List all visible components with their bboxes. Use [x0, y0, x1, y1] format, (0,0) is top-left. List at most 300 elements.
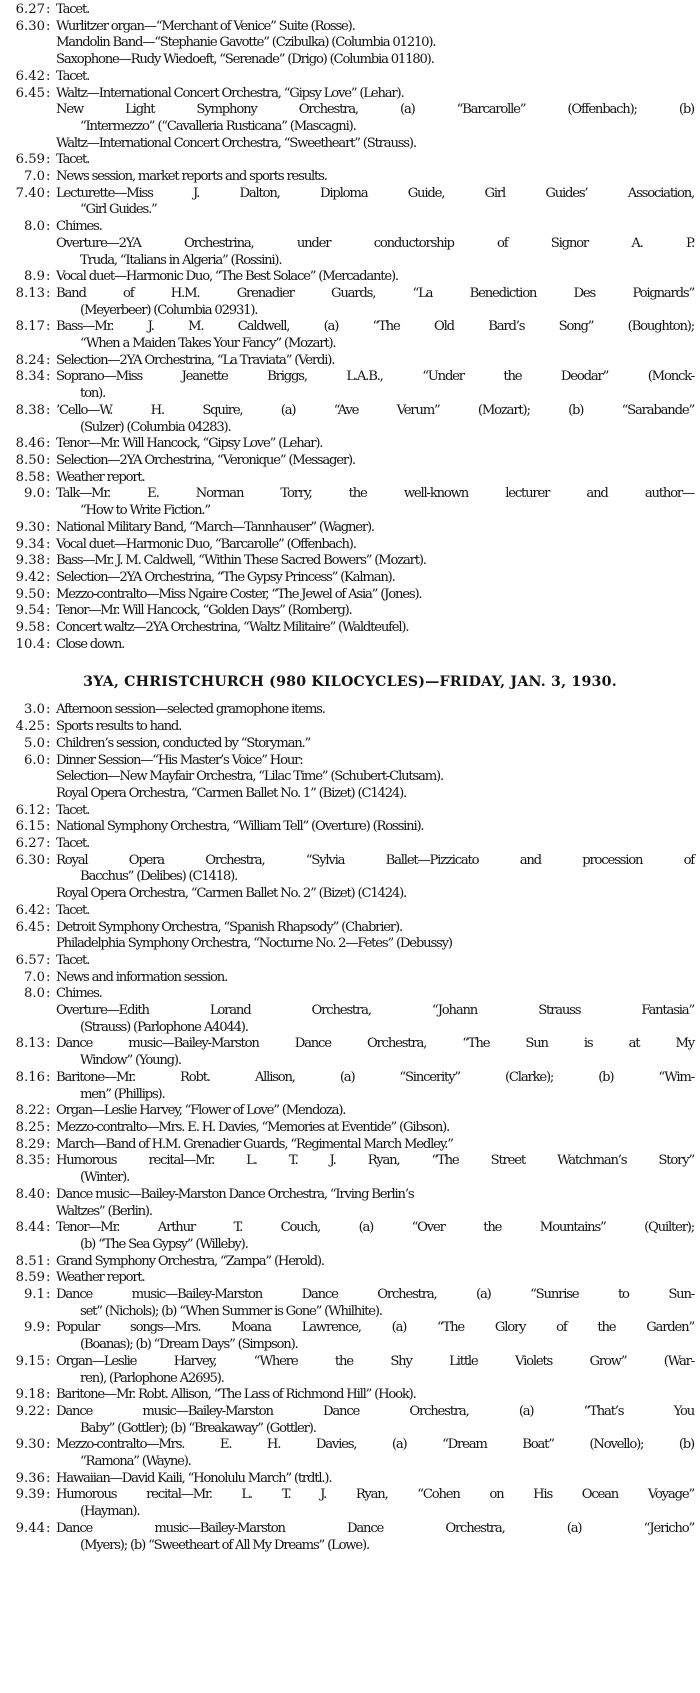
time-separator: : [46, 18, 51, 34]
entry-line: “Intermezzo” (“Cavalleria Rusticana” (Mascagni). [80, 118, 356, 134]
programme-entry [0, 1070, 700, 1103]
entry-time: 8.0 [24, 986, 45, 1002]
entry-line: Chimes. [56, 219, 102, 235]
programme-entry [0, 436, 700, 453]
entry-line: Talk—Mr. E. Norman Torry, the well-known lecturer and author— [56, 486, 694, 502]
entry-line: Bass—Mr. J. M. Caldwell, “Within These Sacred Bowers” (Mozart). [56, 553, 426, 569]
time-separator: : [46, 919, 51, 935]
entry-line: Tenor—Mr. Will Hancock, “Gipsy Love” (Lehar). [56, 436, 323, 452]
programme-entry [0, 953, 700, 970]
entry-text [56, 1437, 694, 1470]
entry-time: 9.9 [24, 1320, 45, 1336]
programme-entry [0, 1036, 700, 1069]
programme-entry [0, 520, 700, 537]
programme-entry [0, 819, 700, 836]
entry-text [56, 353, 694, 370]
entry-time: 8.0 [24, 219, 45, 235]
entry-line: Tacet. [56, 902, 90, 918]
entry-time: 9.0 [24, 486, 45, 502]
entry-text [56, 453, 694, 470]
entry-line: News and information session. [56, 969, 228, 985]
entry-time: 9.58 [15, 620, 45, 636]
entry-text [56, 953, 694, 970]
entry-time: 8.16 [15, 1069, 45, 1085]
entry-line: Mezzo-contralto—Mrs. E. H. Davies, “Memories at Eventide” (Gibson). [56, 1120, 450, 1135]
entry-line: Window” (Young). [80, 1053, 181, 1069]
programme-entry [0, 1153, 700, 1186]
time-separator: : [46, 1487, 51, 1503]
programme-entry [0, 836, 700, 853]
entry-time: 8.24 [15, 352, 45, 368]
entry-line: Humorous recital—Mr. L. T. J. Ryan, “The Street Watchman’s Story” [56, 1153, 694, 1169]
entry-time: 9.15 [15, 1353, 45, 1369]
entry-time: 9.34 [15, 536, 45, 552]
entry-time: 8.59 [15, 1270, 45, 1286]
entry-line: Tenor—Mr. Will Hancock, “Golden Days” (Romberg). [56, 603, 352, 619]
time-separator: : [46, 569, 51, 585]
time-separator: : [46, 402, 51, 418]
entry-text [56, 2, 694, 19]
programme-entry [0, 369, 700, 402]
entry-text [56, 1354, 694, 1387]
entry-time: 9.36 [15, 1470, 45, 1486]
entry-text [56, 1220, 694, 1253]
entry-time: 6.12 [15, 802, 45, 818]
programme-entry [0, 1354, 700, 1387]
programme-entry [0, 1120, 700, 1137]
schedule-3ya-christchurch [0, 673, 700, 1554]
entry-text [56, 537, 694, 554]
programme-entry [0, 853, 700, 903]
entry-text [56, 1487, 694, 1520]
entry-time: 4.25 [15, 719, 45, 735]
entry-text [56, 1036, 694, 1069]
entry-line: Dance music—Bailey-Marston Dance Orchestra, “The Sun is at My [56, 1036, 694, 1052]
time-separator: : [46, 269, 51, 285]
time-separator: : [46, 1103, 51, 1119]
programme-entry [0, 319, 700, 352]
entry-line: Chimes. [56, 986, 102, 1002]
entry-line: ren), (Parlophone A2695). [80, 1370, 224, 1386]
entry-text [56, 1103, 694, 1120]
entry-time: 9.22 [15, 1403, 45, 1419]
time-separator: : [46, 1186, 51, 1202]
entry-line: Tacet. [56, 2, 90, 17]
time-separator: : [46, 702, 51, 718]
programme-entry [0, 286, 700, 319]
time-separator: : [46, 319, 51, 335]
programme-entry [0, 986, 700, 1036]
entry-text [56, 970, 694, 987]
entry-line: Overture—2YA Orchestrina, under conductorship of Signor A. P. [56, 235, 694, 251]
entry-line: Truda, “Italians in Algeria” (Rossini). [80, 252, 282, 268]
entry-line: Organ—Leslie Harvey, “Where the Shy Little Violets Grow” (War- [56, 1353, 694, 1369]
entry-line: Dance music—Bailey-Marston Dance Orchestra, (a) “That’s You [56, 1403, 694, 1419]
programme-entry [0, 86, 700, 153]
entry-text [56, 570, 694, 587]
programme-entry [0, 69, 700, 86]
entry-time: 6.57 [15, 952, 45, 968]
entry-line: Royal Opera Orchestra, “Sylvia Ballet—Pizzicato and procession of [56, 852, 694, 868]
time-separator: : [46, 452, 51, 468]
time-separator: : [46, 152, 51, 168]
entry-text [56, 853, 694, 903]
time-separator: : [46, 352, 51, 368]
entry-line: Mezzo-contralto—Miss Ngaire Coster, “The Jewel of Asia” (Jones). [56, 586, 422, 602]
entry-text [56, 603, 694, 620]
programme-entry [0, 1521, 700, 1554]
entry-text [56, 803, 694, 820]
entry-time: 8.44 [15, 1220, 45, 1236]
entry-text [56, 903, 694, 920]
programme-entry [0, 903, 700, 920]
entry-time: 8.51 [15, 1253, 45, 1269]
entry-text [56, 1070, 694, 1103]
time-separator: : [46, 519, 51, 535]
time-separator: : [46, 1520, 51, 1536]
entry-text [56, 403, 694, 436]
programme-entry [0, 2, 700, 19]
entry-text [56, 736, 694, 753]
time-separator: : [46, 986, 51, 1002]
entry-line: Lecturette—Miss J. Dalton, Diploma Guide, Girl Guides’ Association, [56, 185, 694, 201]
time-separator: : [46, 68, 51, 84]
entry-time: 6.27 [15, 2, 45, 17]
entry-text [56, 1521, 694, 1554]
entry-line: Weather report. [56, 1270, 145, 1286]
time-separator: : [46, 1220, 51, 1236]
time-separator: : [46, 1253, 51, 1269]
entry-text [56, 920, 694, 953]
entry-text [56, 369, 694, 402]
programme-entry [0, 19, 700, 69]
entry-time: 8.50 [15, 452, 45, 468]
entry-line: (Strauss) (Parlophone A4044). [80, 1019, 248, 1035]
entry-text [56, 436, 694, 453]
time-separator: : [46, 1403, 51, 1419]
entry-time: 9.38 [15, 553, 45, 569]
entry-line: Tacet. [56, 952, 90, 968]
time-separator: : [46, 1069, 51, 1085]
programme-entry [0, 753, 700, 803]
entry-time: 6.45 [15, 85, 45, 101]
entry-line: Hawaiian—David Kaili, “Honolulu March” (trdtl.). [56, 1470, 332, 1486]
time-separator: : [46, 852, 51, 868]
entry-time: 8.25 [15, 1120, 45, 1135]
programme-entry [0, 553, 700, 570]
entry-time: 9.30 [15, 1437, 45, 1453]
entry-time: 7.0 [24, 969, 45, 985]
entry-line: Selection—New Mayfair Orchestra, “Lilac Time” (Schubert-Clutsam). [56, 769, 443, 785]
time-separator: : [46, 185, 51, 201]
programme-entry [0, 637, 700, 654]
time-separator: : [46, 1470, 51, 1486]
entry-line: “Girl Guides.” [80, 202, 157, 218]
time-separator: : [46, 1153, 51, 1169]
entry-line: Concert waltz—2YA Orchestrina, “Waltz Militaire” (Waldteufel). [56, 620, 409, 636]
entry-line: Band of H.M. Grenadier Guards, “La Benediction Des Poignards” [56, 285, 694, 301]
entry-text [56, 637, 694, 654]
entry-text [56, 1187, 694, 1220]
time-separator: : [46, 285, 51, 301]
entry-time: 9.42 [15, 569, 45, 585]
entry-line: Selection—2YA Orchestrina, “The Gypsy Princess” (Kalman). [56, 569, 395, 585]
schedule-2ya-continued [0, 2, 700, 653]
time-separator: : [46, 719, 51, 735]
entry-line: (Hayman). [80, 1504, 140, 1520]
time-separator: : [46, 636, 51, 652]
entry-text [56, 1153, 694, 1186]
time-separator: : [46, 1136, 51, 1152]
programme-entry [0, 970, 700, 987]
time-separator: : [46, 369, 51, 385]
entry-time: 6.45 [15, 919, 45, 935]
programme-entry [0, 587, 700, 604]
entry-time: 9.39 [15, 1487, 45, 1503]
entry-line: Detroit Symphony Orchestra, “Spanish Rhapsody” (Chabrier). [56, 919, 402, 935]
entry-time: 8.40 [15, 1186, 45, 1202]
entry-line: Tacet. [56, 802, 90, 818]
entry-line: Baritone—Mr. Robt. Allison, “The Lass of Richmond Hill” (Hook). [56, 1387, 416, 1403]
entry-line: Tenor—Mr. Arthur T. Couch, (a) “Over the Mountains” (Quilter); [56, 1220, 694, 1236]
programme-entry [0, 620, 700, 637]
entry-time: 9.44 [15, 1520, 45, 1536]
station-heading: 3YA, CHRISTCHURCH (980 KILOCYCLES)—FRIDAY, JAN. 3, 1930. [83, 674, 617, 691]
programme-entry [0, 1220, 700, 1253]
entry-text [56, 719, 694, 736]
programme-entry [0, 1320, 700, 1353]
entry-time: 8.29 [15, 1136, 45, 1152]
entry-text [56, 269, 694, 286]
programme-entry [0, 1254, 700, 1271]
time-separator: : [46, 620, 51, 636]
entry-line: ton). [80, 386, 106, 402]
entry-text [56, 1137, 694, 1154]
entry-line: Mandolin Band—“Stephanie Gavotte” (Czibulka) (Columbia 01210). [56, 35, 436, 51]
time-separator: : [46, 1353, 51, 1369]
entry-text [56, 1254, 694, 1271]
entry-line: Waltz—International Concert Orchestra, “Sweetheart” (Strauss). [56, 135, 416, 151]
entry-time: 9.30 [15, 519, 45, 535]
entry-line: Bacchus” (Delibes) (C1418). [80, 869, 238, 885]
time-separator: : [46, 836, 51, 852]
entry-text [56, 69, 694, 86]
programme-entry [0, 403, 700, 436]
time-separator: : [46, 169, 51, 185]
entry-line: (Sulzer) (Columbia 04283). [80, 419, 231, 435]
entry-time: 8.34 [15, 369, 45, 385]
entry-line: News session, market reports and sports results. [56, 169, 327, 185]
entry-line: Sports results to hand. [56, 719, 182, 735]
entry-time: 3.0 [24, 702, 45, 718]
programme-entry [0, 1471, 700, 1488]
time-separator: : [46, 603, 51, 619]
entry-line: Tacet. [56, 68, 90, 84]
time-separator: : [46, 586, 51, 602]
entry-text [56, 702, 694, 719]
entry-line: Children’s session, conducted by “Storyman.” [56, 735, 311, 751]
programme-entry [0, 1487, 700, 1520]
entry-text [56, 520, 694, 537]
entry-time: 6.30 [15, 852, 45, 868]
entry-text [56, 836, 694, 853]
entry-line: (Myers); (b) “Sweetheart of All My Dreams” (Lowe). [80, 1537, 369, 1553]
entry-time: 10.4 [15, 636, 45, 652]
entry-line: Soprano—Miss Jeanette Briggs, L.A.B., “Under the Deodar” (Monck- [56, 369, 694, 385]
entry-line: Weather report. [56, 469, 145, 485]
programme-entry [0, 1287, 700, 1320]
entry-line: Selection—2YA Orchestrina, “Veronique” (Messager). [56, 452, 355, 468]
time-separator: : [46, 1387, 51, 1403]
time-separator: : [46, 219, 51, 235]
entry-text [56, 219, 694, 269]
entry-time: 9.1 [24, 1287, 45, 1303]
time-separator: : [46, 436, 51, 452]
entry-line: Royal Opera Orchestra, “Carmen Ballet No. 1” (Bizet) (C1424). [56, 785, 407, 801]
entry-line: Bass—Mr. J. M. Caldwell, (a) “The Old Bard’s Song” (Boughton); [56, 319, 694, 335]
time-separator: : [46, 469, 51, 485]
entry-time: 7.0 [24, 169, 45, 185]
time-separator: : [46, 969, 51, 985]
entry-line: Waltzes” (Berlin). [56, 1203, 152, 1219]
programme-entry [0, 603, 700, 620]
programme-entry [0, 1187, 700, 1220]
entry-line: Humorous recital—Mr. L. T. J. Ryan, “Cohen on His Ocean Voyage” [56, 1487, 694, 1503]
entry-time: 9.54 [15, 603, 45, 619]
programme-entry [0, 219, 700, 269]
entry-time: 6.42 [15, 68, 45, 84]
entry-time: 9.50 [15, 586, 45, 602]
entry-line: Philadelphia Symphony Orchestra, “Nocturne No. 2—Fetes” (Debussy) [56, 936, 452, 952]
entry-line: Baby” (Gottler); (b) “Breakaway” (Gottler). [80, 1420, 316, 1436]
entry-line: Afternoon session—selected gramophone items. [56, 702, 325, 718]
entry-line: Overture—Edith Lorand Orchestra, “Johann Strauss Fantasia” [56, 1003, 694, 1019]
programme-entry [0, 1103, 700, 1120]
entry-text [56, 553, 694, 570]
time-separator: : [46, 1270, 51, 1286]
entry-line: Grand Symphony Orchestra, “Zampa” (Herold). [56, 1253, 324, 1269]
time-separator: : [46, 902, 51, 918]
entry-line: Vocal duet—Harmonic Duo, “Barcarolle” (Offenbach). [56, 536, 356, 552]
entry-text [56, 470, 694, 487]
programme-entry [0, 152, 700, 169]
programme-entry [0, 486, 700, 519]
time-separator: : [46, 752, 51, 768]
programme-entry [0, 920, 700, 953]
entry-time: 6.0 [24, 752, 45, 768]
entry-text [56, 1120, 694, 1137]
entry-time: 8.22 [15, 1103, 45, 1119]
entry-time: 6.59 [15, 152, 45, 168]
entry-line: Dance music—Bailey-Marston Dance Orchestra, (a) “Jericho” [56, 1520, 694, 1536]
programme-entry [0, 1404, 700, 1437]
entry-line: “How to Write Fiction.” [80, 503, 210, 519]
programme-entry [0, 702, 700, 719]
entry-line: New Light Symphony Orchestra, (a) “Barcarolle” (Offenbach); (b) [56, 102, 694, 118]
time-separator: : [46, 553, 51, 569]
programme-entry [0, 719, 700, 736]
entry-line: Tacet. [56, 152, 90, 168]
entry-time: 8.35 [15, 1153, 45, 1169]
programme-entry [0, 1387, 700, 1404]
entry-line: Saxophone—Rudy Wiedoeft, “Serenade” (Drigo) (Columbia 01180). [56, 52, 434, 68]
entry-line: Waltz—International Concert Orchestra, “Gipsy Love” (Lehar). [56, 85, 404, 101]
entry-line: Dance music—Bailey-Marston Dance Orchestra, (a) “Sunrise to Sun- [56, 1287, 694, 1303]
time-separator: : [46, 486, 51, 502]
entry-line: “Ramona” (Wayne). [80, 1454, 191, 1470]
entry-time: 7.40 [15, 185, 45, 201]
programme-entry [0, 1437, 700, 1470]
entry-line: Tacet. [56, 836, 90, 852]
programme-entry [0, 470, 700, 487]
entry-line: Close down. [56, 636, 125, 652]
entry-text [56, 1270, 694, 1287]
entry-line: Organ—Leslie Harvey, “Flower of Love” (Mendoza). [56, 1103, 346, 1119]
time-separator: : [46, 1120, 51, 1135]
programme-entry [0, 186, 700, 219]
entry-text [56, 319, 694, 352]
entry-line: ’Cello—W. H. Squire, (a) “Ave Verum” (Mozart); (b) “Sarabande” [56, 402, 694, 418]
entry-line: Vocal duet—Harmonic Duo, “The Best Solace” (Mercadante). [56, 269, 398, 285]
programme-entry [0, 570, 700, 587]
entry-time: 8.38 [15, 402, 45, 418]
programme-entry [0, 537, 700, 554]
entry-text [56, 1471, 694, 1488]
time-separator: : [46, 952, 51, 968]
entry-line: Popular songs—Mrs. Moana Lawrence, (a) “The Glory of the Garden” [56, 1320, 694, 1336]
entry-line: “When a Maiden Takes Your Fancy” (Mozart). [80, 336, 336, 352]
entry-line: (Winter). [80, 1170, 130, 1186]
entry-line: Royal Opera Orchestra, “Carmen Ballet No. 2” (Bizet) (C1424). [56, 886, 407, 902]
programme-entry [0, 353, 700, 370]
entry-time: 8.13 [15, 1036, 45, 1052]
entry-text [56, 152, 694, 169]
entry-line: (b) “The Sea Gypsy” (Willeby). [80, 1236, 248, 1252]
time-separator: : [46, 802, 51, 818]
entry-text [56, 986, 694, 1036]
entry-line: (Boanas); (b) “Dream Days” (Simpson). [80, 1337, 298, 1353]
entry-line: Wurlitzer organ—“Merchant of Venice” Suite (Rosse). [56, 18, 355, 34]
entry-line: Dance music—Bailey-Marston Dance Orchestra, “Irving Berlin’s [56, 1186, 414, 1202]
time-separator: : [46, 735, 51, 751]
entry-line: National Symphony Orchestra, “William Tell” (Overture) (Rossini). [56, 819, 424, 835]
entry-text [56, 1404, 694, 1437]
entry-line: Baritone—Mr. Robt. Allison, (a) “Sincerity” (Clarke); (b) “Wim- [56, 1069, 694, 1085]
entry-line: (Meyerbeer) (Columbia 02931). [80, 302, 258, 318]
entry-line: National Military Band, “March—Tannhauser” (Wagner). [56, 519, 374, 535]
entry-text [56, 1387, 694, 1404]
programme-entry [0, 803, 700, 820]
entry-time: 9.18 [15, 1387, 45, 1403]
entry-text [56, 753, 694, 803]
entry-text [56, 587, 694, 604]
time-separator: : [46, 85, 51, 101]
entry-time: 8.13 [15, 285, 45, 301]
entry-time: 6.30 [15, 18, 45, 34]
entry-text [56, 620, 694, 637]
programme-entry [0, 269, 700, 286]
programme-entry [0, 453, 700, 470]
entry-line: Mezzo-contralto—Mrs. E. H. Davies, (a) “Dream Boat” (Novello); (b) [56, 1437, 694, 1453]
programme-entry [0, 1270, 700, 1287]
entry-text [56, 819, 694, 836]
entry-text [56, 86, 694, 153]
entry-line: March—Band of H.M. Grenadier Guards, “Regimental March Medley.” [56, 1136, 453, 1152]
entry-time: 8.9 [24, 269, 45, 285]
entry-text [56, 1287, 694, 1320]
programme-entry [0, 169, 700, 186]
entry-text [56, 1320, 694, 1353]
